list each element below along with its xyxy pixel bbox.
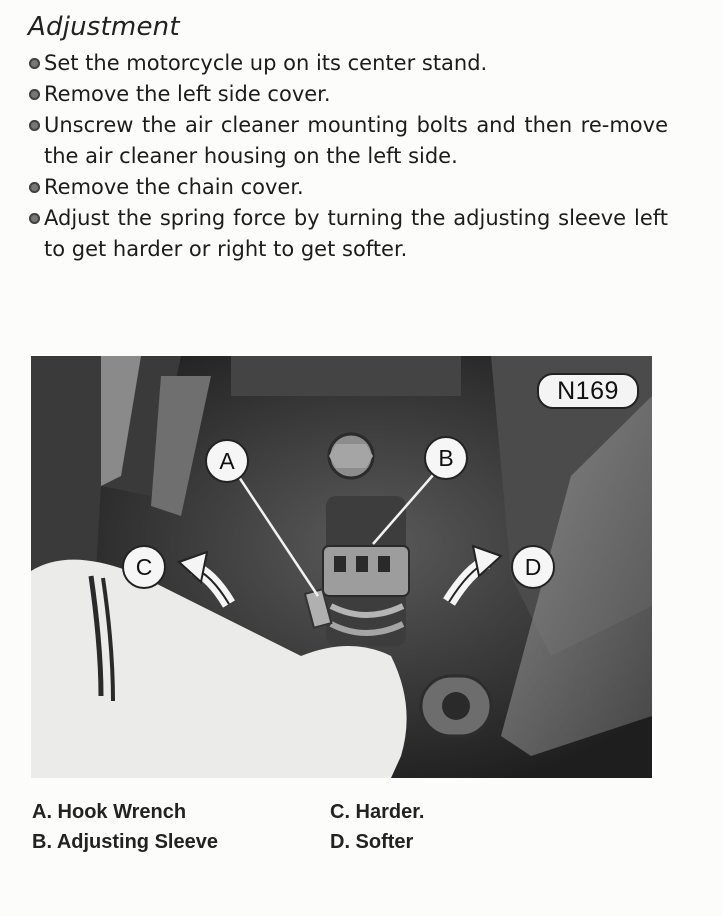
callout-b: B (424, 436, 468, 480)
bullet-icon (29, 120, 40, 131)
list-item (28, 48, 668, 79)
step-text: Unscrew the air cleaner mounting bolts and then re-move the air cleaner housing on the left side. (44, 113, 668, 168)
callout-c: C (122, 545, 166, 589)
legend-item-b: B. Adjusting Sleeve (32, 831, 218, 853)
list-item (28, 110, 668, 172)
legend-item-c: C. Harder. (330, 801, 425, 823)
list-item (28, 79, 668, 110)
step-text: Remove the chain cover. (44, 175, 304, 199)
upper-mount (231, 356, 461, 396)
bullet-icon (29, 213, 40, 224)
step-text: Adjust the spring force by turning the adjusting sleeve left to get harder or right to get softer. (44, 206, 668, 261)
legend-item-a: A. Hook Wrench (32, 801, 187, 823)
bullet-icon (29, 58, 40, 69)
list-item (28, 172, 668, 203)
step-text: Remove the left side cover. (44, 82, 331, 106)
list-item (28, 203, 668, 265)
bullet-icon (29, 182, 40, 193)
step-text: Set the motorcycle up on its center stand. (44, 51, 488, 75)
figure-number-badge: N169 (537, 373, 639, 409)
callout-d: D (511, 545, 555, 589)
callout-a: A (205, 439, 249, 483)
bolt-head (329, 444, 373, 468)
section-heading: Adjustment (28, 12, 180, 42)
bullet-icon (29, 89, 40, 100)
instruction-list (28, 48, 668, 265)
legend-item-d: D. Softer (330, 831, 414, 853)
